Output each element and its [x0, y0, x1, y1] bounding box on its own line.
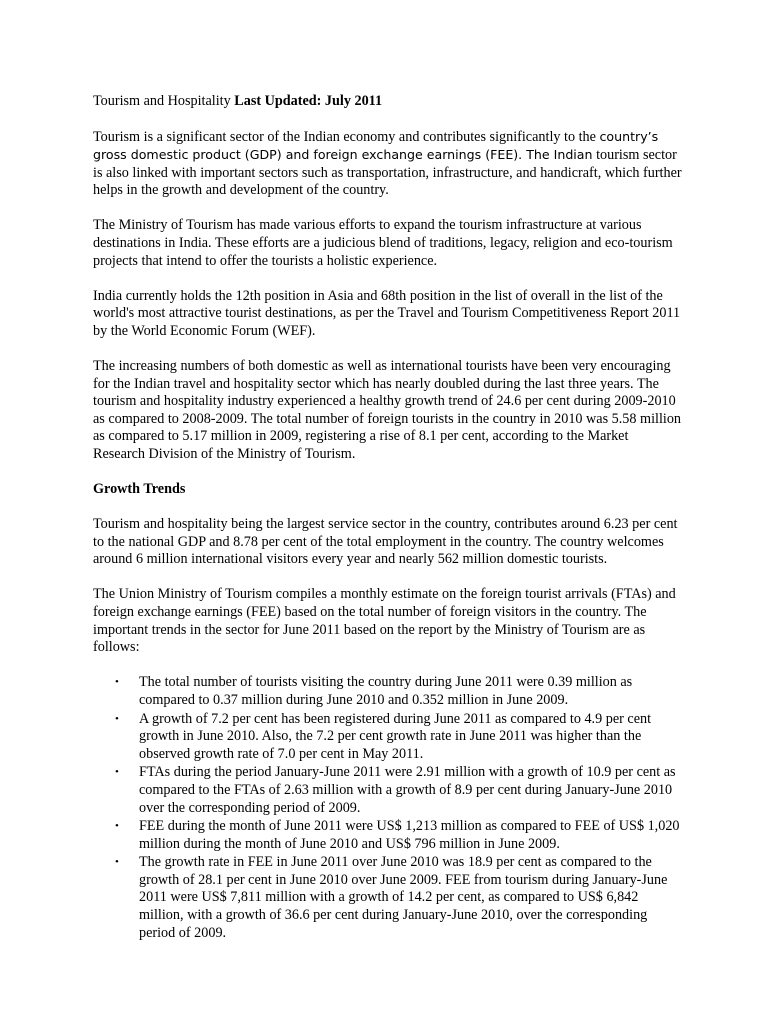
intro-text-2: country’s gross domestic product (GDP) and foreign exchange earnings (FEE). The Indian — [93, 128, 659, 163]
document-page — [93, 93, 683, 943]
list-item-text: The growth rate in FEE in June 2011 over June 2010 was 18.9 per cent as compared to the growth of 28.1 per cent in June 2010 over June 2009. FEE from tourism during January-June 2011 were US$ 7,811 million with a growth of 14.2 per cent, as compared to US$ 6,842 million, with a growth of 36.6 per cent during January-June 2010, over the corresponding period of 2009. — [139, 854, 668, 941]
bullet-icon: • — [115, 820, 119, 833]
intro-text-3: tourism sector is also linked with important sectors such as transportation, infrastructure, and handicraft, which further helps in the growth and development of the country. — [93, 147, 682, 199]
paragraph-ranking: India currently holds the 12th position in Asia and 68th position in the list of overall in the list of the world's most attractive tourist destinations, as per the Travel and Tourism Competitiveness Report 2011 by the World Economic Forum (WEF). — [93, 287, 681, 339]
bullet-icon: • — [115, 856, 119, 869]
list-item-text: FTAs during the period January-June 2011 were 2.91 million with a growth of 10.9 per cent as compared to the FTAs of 2.63 million with a growth of 8.9 per cent during January-June 2010 over the corresponding period of 2009. — [139, 764, 676, 816]
list-item — [93, 711, 683, 764]
paragraph-infrastructure: The Ministry of Tourism has made various efforts to expand the tourism infrastructure at various destinations in India. These efforts are a judicious blend of traditions, legacy, religion and eco-tourism projects that intend to offer the tourists a holistic experience. — [93, 217, 673, 269]
paragraph-service-sector: Tourism and hospitality being the largest service sector in the country, contributes around 6.23 per cent to the national GDP and 8.78 per cent of the total employment in the country. The country welcomes around 6 million international visitors every year and nearly 562 million domestic tourists. — [93, 516, 678, 568]
bullet-icon: • — [115, 676, 119, 689]
bullet-icon: • — [115, 766, 119, 779]
paragraph-monthly-estimate: The Union Ministry of Tourism compiles a monthly estimate on the foreign tourist arrivals (FTAs) and foreign exchange earnings (FEE) based on the total number of foreign visitors in the country. The important trends in the sector for June 2011 based on the report by the Ministry of Tourism are as follows: — [93, 586, 676, 656]
list-item — [93, 854, 683, 942]
document-header — [93, 93, 683, 111]
list-item — [93, 818, 683, 853]
list-item — [93, 674, 683, 709]
intro-text-1: Tourism is a significant sector of the Indian economy and contributes significantly to the — [93, 128, 600, 145]
last-updated: Last Updated: July 2011 — [234, 93, 383, 109]
trends-list — [93, 674, 683, 942]
bullet-icon: • — [115, 712, 119, 725]
paragraph-tourist-numbers: The increasing numbers of both domestic as well as international tourists have been very encouraging for the Indian travel and hospitality sector which has nearly doubled during the last three years. The tourism and hospitality industry experienced a healthy growth trend of 24.6 per cent during 2009-2010 as compared to 2008-2009. The total number of foreign tourists in the country in 2010 was 5.58 million as compared to 5.17 million in 2009, registering a rise of 8.1 per cent, according to the Market Research Division of the Ministry of Tourism. — [93, 358, 682, 462]
growth-trends-heading: Growth Trends — [93, 481, 186, 498]
intro-paragraph — [93, 128, 683, 200]
list-item-text: FEE during the month of June 2011 were US$ 1,213 million as compared to FEE of US$ 1,020 million during the month of June 2010 and US$ 796 million in June 2009. — [139, 818, 680, 852]
section-title: Tourism and Hospitality — [93, 93, 231, 109]
list-item — [93, 764, 683, 817]
list-item-text: The total number of tourists visiting the country during June 2011 were 0.39 million as compared to 0.37 million during June 2010 and 0.352 million in June 2009. — [139, 674, 633, 708]
list-item-text: A growth of 7.2 per cent has been registered during June 2011 as compared to 4.9 per cent growth in June 2010. Also, the 7.2 per cent growth rate in June 2011 was higher than the observed growth rate of 7.0 per cent in May 2011. — [139, 710, 652, 762]
